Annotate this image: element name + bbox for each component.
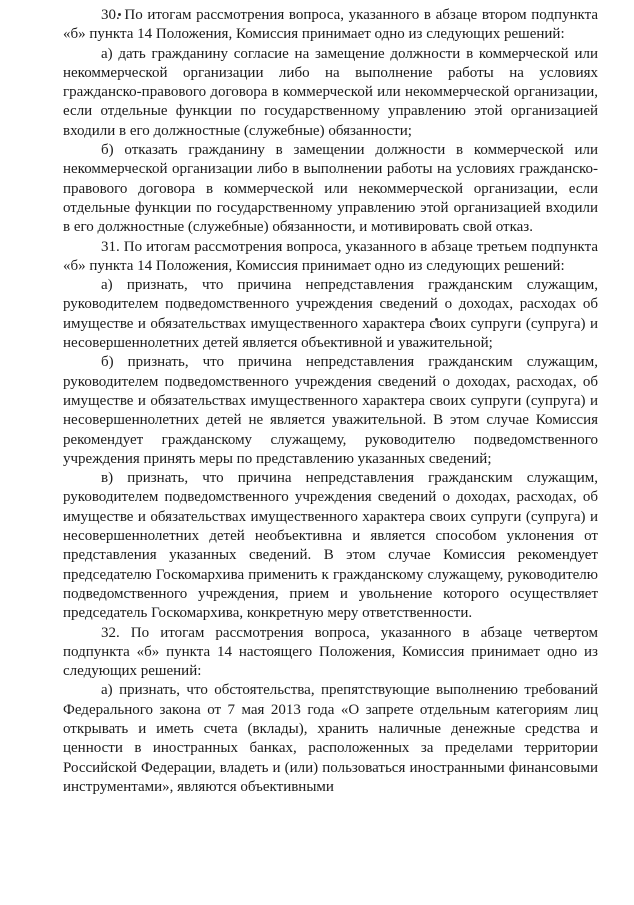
paragraph-30: 30. По итогам рассмотрения вопроса, указанного в абзаце втором подпункта «б» пункта 14 Положения, Комиссия принимает одно из следующих решений: xyxy=(63,7,598,43)
paragraph-32: 32. По итогам рассмотрения вопроса, указанного в абзаце четвертом подпункта «б» пункта 14 настоящего Положения, Комиссия принимает одно из следующих решений: xyxy=(63,624,598,680)
paragraph-30-b: б) отказать гражданину в замещении должности в коммерческой или некоммерческой организации либо в выполнении работы на условиях гражданско-правового договора в коммерческой или некоммерческой организации, если отдельные функции по государственному управлению этой организацией входили в его должностные (служебные) обязанности, и мотивировать свой отказ. xyxy=(63,142,598,236)
paragraph-30-a: а) дать гражданину согласие на замещение должности в коммерческой или некоммерческой организации либо на выполнение работы на условиях гражданско-правового договора в коммерческой или некоммерческой организации, если отдельные функции по государственному управлению этой организацией входили в его должностные (служебные) обязанности; xyxy=(63,45,598,139)
paragraph-31-v: в) признать, что причина непредставления гражданским служащим, руководителем подведомственного учреждения сведений о доходах, расходах, об имуществе и обязательствах имущественного характера своих супруги (супруга) и несовершеннолетних детей необъективна и является способом уклонения от представления указанных сведений. В этом случае Комиссия рекомендует председателю Госкомархива применить к гражданскому служащему, руководителю подведомственного учреждения, прием и увольнение которого осуществляет председатель Госкомархива, конкретную меру ответственности. xyxy=(63,470,598,622)
paragraph-32-a: а) признать, что обстоятельства, препятствующие выполнению требований Федерального закона от 7 мая 2013 года «О запрете отдельным категориям лиц открывать и иметь счета (вклады), хранить наличные денежные средства и ценности в иностранных банках, расположенных за пределами территории Российской Федерации, владеть и (или) пользоваться иностранными финансовыми инструментами», являются объективными xyxy=(63,682,598,795)
paragraph-31-a: а) признать, что причина непредставления гражданским служащим, руководителем подведомственного учреждения сведений о доходах, расходах об имуществе и обязательствах имущественного характера своих супруги (супруга) и несовершеннолетних детей является объективной и уважительной; xyxy=(63,277,598,352)
document-body xyxy=(63,6,598,797)
paragraph-31: 31. По итогам рассмотрения вопроса, указанного в абзаце третьем подпункта «б» пункта 14 Положения, Комиссия принимает одно из следующих решений: xyxy=(63,238,598,274)
paragraph-31-b: б) признать, что причина непредставления гражданским служащим, руководителем подведомственного учреждения сведений о доходах, расходах, об имуществе и обязательствах имущественного характера своих супруги (супруга) и несовершеннолетних детей не является уважительной. В этом случае Комиссия рекомендует гражданскому служащему, руководителю подведомственного учреждения принять меры по представлению указанных сведений; xyxy=(63,354,598,467)
